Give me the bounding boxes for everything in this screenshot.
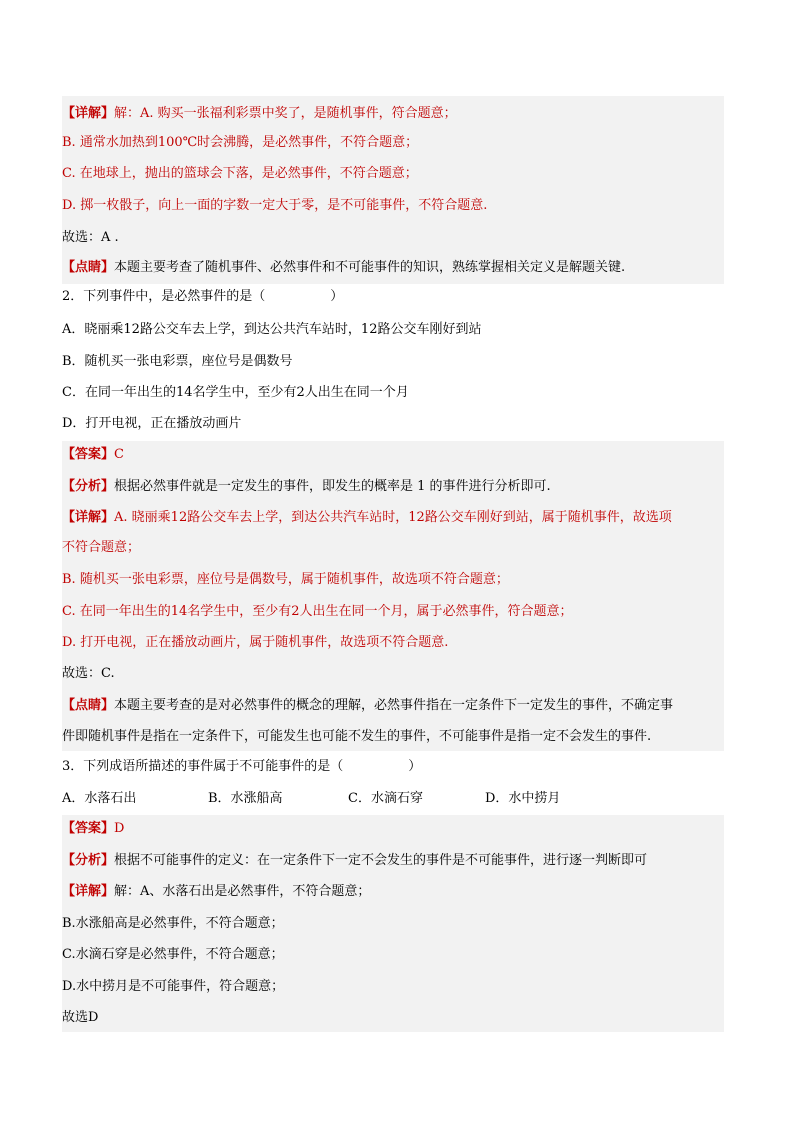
question-3-option-d: D．水中捞月	[485, 791, 561, 806]
detail-line-3: C.水滴石穿是必然事件，不符合题意；	[62, 947, 284, 962]
question-3-option-a: A．水落石出	[62, 791, 137, 806]
question-2	[62, 288, 724, 438]
comment-line-1: 【点睛】本题主要考查的是对必然事件的概念的理解，必然事件指在一定条件下一定发生的事件，不确定事	[62, 698, 674, 713]
question-2-stem: 2．下列事件中，是必然事件的是（ ）	[62, 289, 344, 304]
solution-block-1	[62, 96, 724, 284]
analysis-line: 【分析】根据必然事件就是一定发生的事件，即发生的概率是 1 的事件进行分析即可.	[62, 479, 551, 494]
question-3-option-c: C．水滴石穿	[348, 791, 423, 806]
detail-line-4: D. 掷一枚骰子，向上一面的字数一定大于零，是不可能事件，不符合题意.	[62, 198, 488, 213]
question-3-option-b: B．水涨船高	[208, 791, 283, 806]
comment-line-2: 件即随机事件是指在一定条件下，可能发生也可能不发生的事件，不可能事件是指一定不会发生的事件.	[62, 729, 652, 744]
choice-line: 故选D	[62, 1010, 99, 1025]
choice-line: 故选：A .	[62, 230, 119, 245]
detail-line-1: 【详解】A. 晓丽乘12路公交车去上学，到达公共汽车站时，12路公交车刚好到站，属于随机事件，故选项	[62, 510, 672, 525]
answer-line: 【答案】C	[62, 447, 124, 462]
question-3-stem: 3．下列成语所描述的事件属于不可能事件的是（ ）	[62, 759, 422, 774]
question-2-option-a: A．晓丽乘12路公交车去上学，到达公共汽车站时，12路公交车刚好到站	[62, 322, 482, 337]
choice-line: 故选：C.	[62, 666, 115, 681]
comment-line: 【点睛】本题主要考查了随机事件、必然事件和不可能事件的知识，熟练掌握相关定义是解题关键.	[62, 260, 626, 275]
question-2-option-d: D．打开电视，正在播放动画片	[62, 416, 242, 431]
solution-block-2	[62, 441, 724, 751]
detail-line-2: B. 通常水加热到100℃时会沸腾，是必然事件，不符合题意；	[62, 135, 419, 150]
solution-block-3	[62, 815, 724, 1032]
detail-line-2: B.水涨船高是必然事件，不符合题意；	[62, 916, 284, 931]
answer-line: 【答案】D	[62, 821, 125, 836]
detail-line-3: B. 随机买一张电彩票，座位号是偶数号，属于随机事件，故选项不符合题意；	[62, 572, 509, 587]
analysis-line: 【分析】根据不可能事件的定义：在一定条件下一定不会发生的事件是不可能事件，进行逐一判断即可	[62, 853, 648, 868]
question-2-option-c: C．在同一年出生的14名学生中，至少有2人出生在同一个月	[62, 385, 409, 400]
question-3	[62, 758, 724, 810]
detail-line-3: C. 在地球上，抛出的篮球会下落，是必然事件，不符合题意；	[62, 166, 418, 181]
detail-line-4: D.水中捞月是不可能事件，符合题意；	[62, 979, 285, 994]
detail-line-2: 不符合题意；	[62, 540, 141, 555]
detail-line-1: 【详解】解：A. 购买一张福利彩票中奖了，是随机事件，符合题意；	[62, 106, 457, 121]
detail-line-5: D. 打开电视，正在播放动画片，属于随机事件，故选项不符合题意.	[62, 635, 449, 650]
question-2-option-b: B．随机买一张电彩票，座位号是偶数号	[62, 354, 293, 369]
detail-line-4: C. 在同一年出生的14名学生中，至少有2人出生在同一个月，属于必然事件，符合题意；	[62, 604, 573, 619]
detail-line-1: 【详解】解：A、水落石出是必然事件，不符合题意；	[62, 884, 371, 899]
